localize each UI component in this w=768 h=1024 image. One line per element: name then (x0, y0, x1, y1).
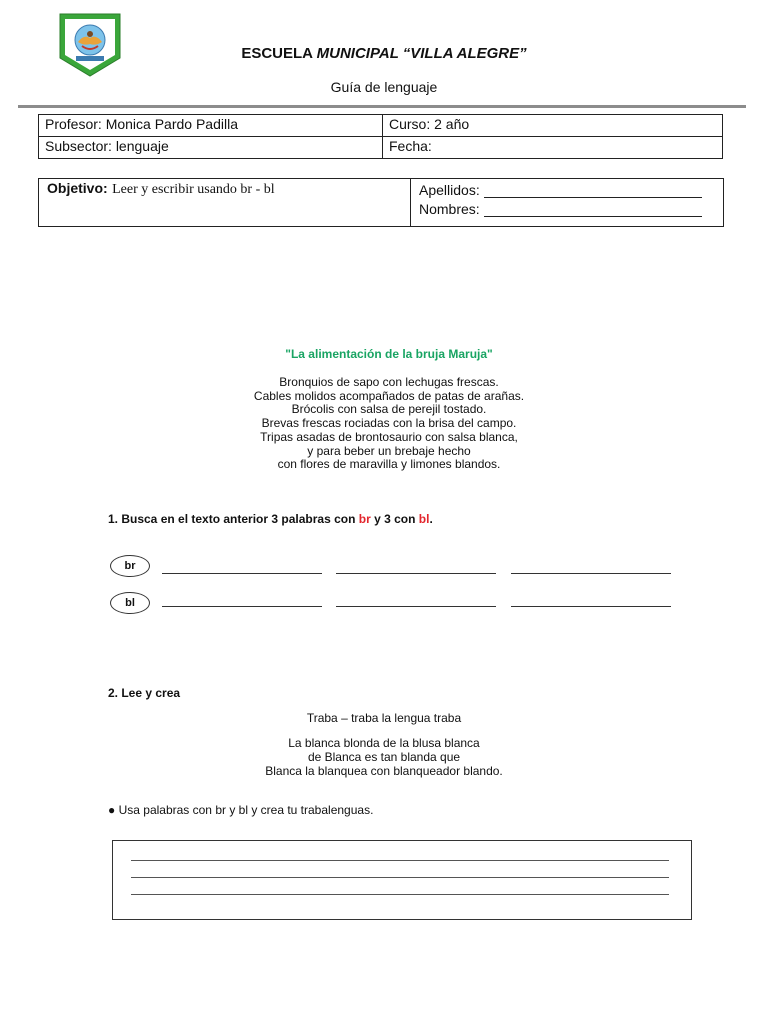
writing-line-2[interactable] (131, 877, 669, 878)
bl-answer-line-1[interactable] (162, 606, 322, 607)
br-answer-line-3[interactable] (511, 573, 671, 574)
tongue-twister-line: de Blanca es tan blanda que (307, 750, 461, 764)
surname-field[interactable] (484, 185, 702, 198)
bullet-icon: ● (108, 803, 116, 817)
tongue-twister (0, 736, 768, 778)
poem (0, 376, 768, 472)
student-fields (419, 179, 719, 217)
writing-line-1[interactable] (131, 860, 669, 861)
bl-answer-line-3[interactable] (511, 606, 671, 607)
br-answer-line-2[interactable] (336, 573, 496, 574)
poem-line: Cables molidos acompañados de patas de arañas. (253, 388, 525, 403)
poem-line: Brevas frescas rociadas con la brisa del campo. (261, 416, 517, 431)
poem-line: Tripas asadas de brontosaurio con salsa blanca, (260, 429, 518, 444)
surname-label: Apellidos: (419, 182, 480, 198)
exercise-1-instruction: 1. Busca en el texto anterior 3 palabras con br y 3 con bl. (108, 512, 433, 526)
tongue-twister-title: Traba – traba la lengua traba (306, 711, 462, 725)
info-table (38, 114, 723, 159)
guide-title: Guía de lenguaje (330, 79, 438, 95)
teacher-cell: Profesor: Monica Pardo Padilla (39, 115, 383, 137)
objective-cell (39, 179, 411, 226)
objective-text: Leer y escribir usando br - bl (112, 182, 275, 197)
writing-box[interactable] (112, 840, 692, 920)
poem-line: Bronquios de sapo con lechugas frescas. (279, 375, 499, 389)
tongue-twister-line: La blanca blonda de la blusa blanca (288, 736, 480, 750)
names-label: Nombres: (419, 201, 480, 217)
subsector-cell: Subsector: lenguaje (39, 137, 383, 159)
objective-box (38, 178, 724, 227)
bl-oval-label: bl (110, 592, 150, 614)
names-field[interactable] (484, 204, 702, 217)
school-title: ESCUELA MUNICIPAL “VILLA ALEGRE” (241, 45, 527, 62)
poem-line: con flores de maravilla y limones blandos. (277, 457, 501, 472)
surname-row (419, 179, 719, 198)
poem-line: Brócolis con salsa de perejil tostado. (291, 402, 487, 417)
date-cell[interactable]: Fecha: (383, 137, 723, 159)
br-oval-label: br (110, 555, 150, 577)
tongue-twister-line: Blanca la blanquea con blanqueador blando. (265, 764, 503, 778)
exercise-2-title: 2. Lee y crea (108, 686, 181, 700)
course-cell: Curso: 2 año (383, 115, 723, 137)
header-divider (18, 105, 746, 108)
objective-label: Objetivo: (47, 180, 108, 196)
names-row (419, 198, 719, 217)
br-answer-line-1[interactable] (162, 573, 322, 574)
bullet-instruction: ● Usa palabras con br y bl y crea tu trabalenguas. (108, 803, 374, 817)
poem-line: y para beber un brebaje hecho (307, 443, 471, 458)
bl-answer-line-2[interactable] (336, 606, 496, 607)
poem-title: "La alimentación de la bruja Maruja" (285, 347, 493, 361)
writing-line-3[interactable] (131, 894, 669, 895)
